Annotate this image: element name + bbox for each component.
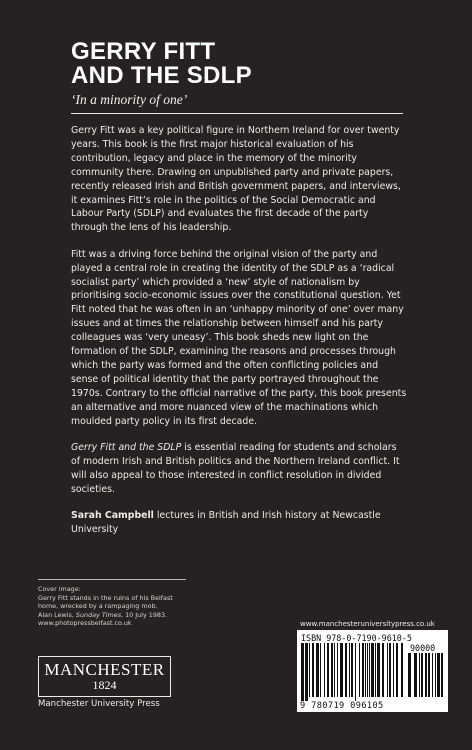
barcode-bar xyxy=(375,643,376,697)
barcode-panel xyxy=(297,630,448,712)
barcode-bar xyxy=(393,643,394,697)
barcode-bar xyxy=(359,643,360,697)
barcode-bar xyxy=(441,653,443,697)
book-title xyxy=(71,40,252,88)
barcode-bar xyxy=(367,643,368,697)
ean-number: 9 780719 096105 xyxy=(300,701,384,711)
barcode-bar xyxy=(349,643,350,697)
barcode-bar xyxy=(316,643,319,697)
publisher-website: www.manchesteruniversitypress.co.uk xyxy=(300,620,435,628)
barcode-bar xyxy=(362,643,364,697)
barcode-bar xyxy=(369,643,370,697)
header-divider xyxy=(71,113,403,114)
barcode-bar xyxy=(337,643,338,697)
book-title-italic: Gerry Fitt and the SDLP xyxy=(71,442,182,454)
barcode-bar xyxy=(309,643,310,697)
author-bio xyxy=(71,509,407,537)
blurb-paragraph-2: Fitt was a driving force behind the original vision of the party and played a central role in creating the identity of the SDLP as a ‘radical socialist party’ which provided a ‘new’ style of nationalism by prioritising socio-economic issues over the constitutional question. Yet Fitt noted that he was often in an ‘unhappy minority of one’ over many issues and at times the relationship between himself and his party colleagues was ‘very uneasy’. This book sheds new light on the formation of the SDLP, examining the reasons and processes through which the party was formed and the often conflicting policies and sense of political identity that the party portrayed throughout the 1970s. Contrary to the official narrative of the party, this book presents an alternative and more nuanced view of the machinations which moulded party policy in its first decade. xyxy=(71,248,407,427)
addon-barcode xyxy=(408,653,444,701)
ean-barcode xyxy=(301,643,405,701)
barcode-bar xyxy=(432,653,433,697)
barcode-bar xyxy=(320,643,321,697)
caption-website: www.photopressbelfast.co.uk xyxy=(38,619,132,627)
barcode-bar xyxy=(428,653,430,697)
barcode-bar xyxy=(389,643,391,697)
barcode-bar xyxy=(435,653,436,697)
caption-line: Gerry Fitt stands in the ruins of his Belfast xyxy=(38,593,173,602)
blurb-paragraph-1: Gerry Fitt was a key political figure in Northern Ireland for over twenty years. This book is the first major historical evaluation of his contribution, legacy and place in the memory of the minority community there. Drawing on unpublished party and private papers, recently released Irish and British government papers, and interviews, it examines Fitt’s role in the politics of the Social Democratic and Labour Party (SDLP) and evaluates the first decade of the party through the lens of his leadership. xyxy=(71,125,401,234)
barcode-bar xyxy=(425,653,427,697)
barcode-bar xyxy=(327,643,329,697)
caption-credit-author: Alan Lewis, xyxy=(38,610,76,619)
barcode-bar xyxy=(377,643,380,697)
barcode-bar xyxy=(340,643,343,697)
barcode-bar xyxy=(387,643,388,697)
blurb-paragraph-3 xyxy=(71,441,407,497)
logo-name: MANCHESTER xyxy=(44,660,165,679)
title-line-1: GERRY FITT xyxy=(71,38,216,65)
price-code: 90000 xyxy=(410,643,436,653)
author-bio-text: lectures in British and Irish history at Newcastle University xyxy=(71,510,381,536)
barcode-bar xyxy=(305,643,308,701)
barcode-bar xyxy=(414,653,417,697)
blurb xyxy=(71,124,407,549)
barcode-bar xyxy=(401,643,403,697)
caption-credit-publication: Sunday Times xyxy=(75,610,122,619)
book-subtitle: ‘In a minority of one’ xyxy=(71,92,188,107)
barcode-bar xyxy=(396,643,398,697)
caption-line: home, wrecked by a rampaging mob. xyxy=(38,602,158,610)
barcode-bar xyxy=(371,643,374,697)
barcode-bar xyxy=(437,653,440,697)
title-line-2: AND THE SDLP xyxy=(71,62,252,89)
caption-line: Cover image: xyxy=(38,585,81,593)
barcode-bar xyxy=(334,643,335,697)
isbn-text: ISBN 978-0-7190-9610-5 xyxy=(301,633,412,643)
barcode-bar xyxy=(351,643,353,697)
caption-credit-date: , 10 July 1983. xyxy=(121,610,168,619)
publisher-logo xyxy=(38,656,171,697)
logo-year: 1824 xyxy=(92,678,117,692)
barcode-bar xyxy=(421,653,423,697)
barcode-bar xyxy=(355,643,356,701)
barcode-bar xyxy=(382,643,384,697)
blurb-paragraph-3-text: is essential reading for students and scholars of modern Irish and British politics and the Northern Ireland conflict. It will also appeal to those interested in conflict resolution in divided societies. xyxy=(71,442,400,495)
barcode-bar xyxy=(301,643,304,701)
barcode-bar xyxy=(408,653,411,697)
barcode-bar xyxy=(331,643,333,697)
caption-divider xyxy=(38,579,186,580)
barcode-bar xyxy=(312,643,314,697)
publisher-name: Manchester University Press xyxy=(38,699,160,709)
caption-credit xyxy=(38,611,238,620)
cover-image-caption xyxy=(38,585,238,628)
barcode-bar xyxy=(419,653,420,697)
barcode-bar xyxy=(324,643,325,697)
author-name: Sarah Campbell xyxy=(71,510,154,522)
barcode-bar xyxy=(365,643,366,697)
barcode-bar xyxy=(345,643,347,697)
